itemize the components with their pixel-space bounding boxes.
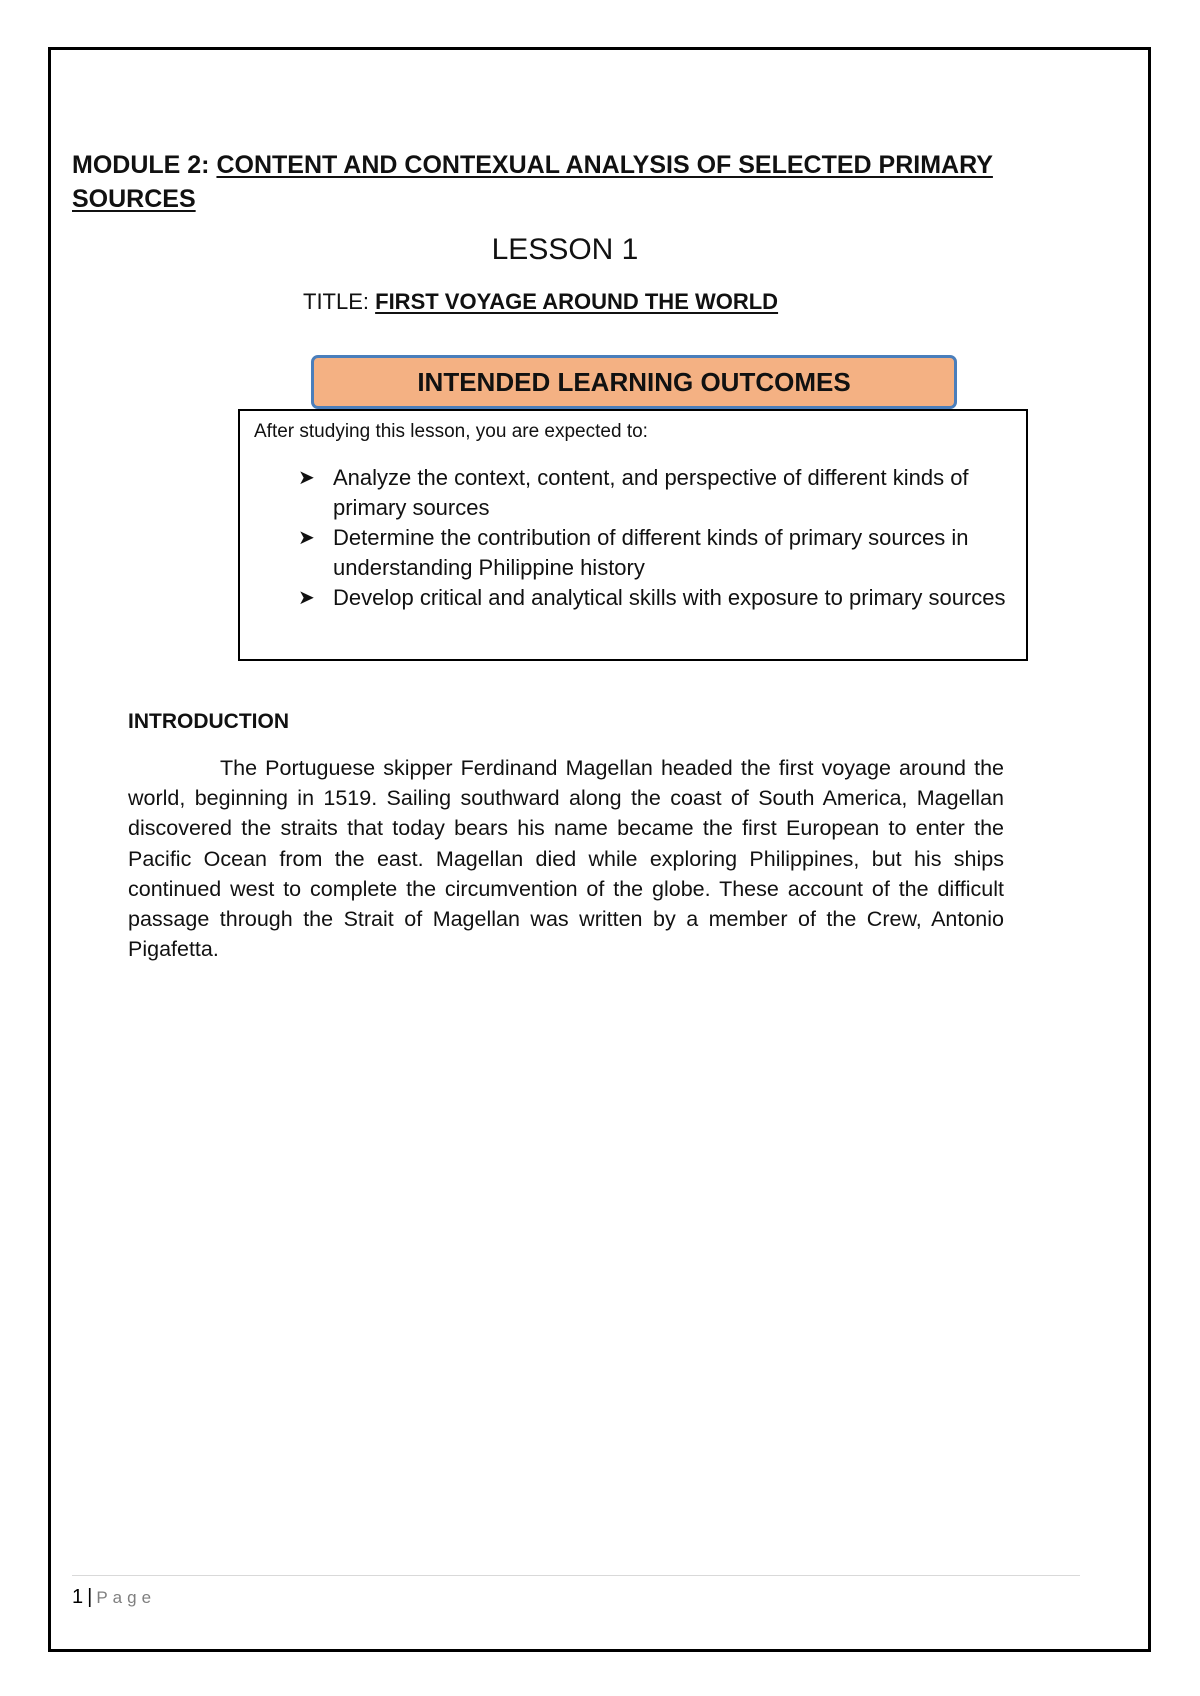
page-footer bbox=[72, 1584, 156, 1611]
module-heading bbox=[72, 148, 1032, 216]
footer-divider bbox=[72, 1575, 1080, 1576]
page-word: Page bbox=[96, 1588, 157, 1607]
footer-separator: | bbox=[87, 1586, 93, 1608]
outcome-text: Determine the contribution of different kinds of primary sources in understanding Philippine history bbox=[333, 525, 969, 580]
outcomes-list bbox=[298, 463, 1012, 613]
module-title: CONTENT AND CONTEXUAL ANALYSIS OF SELECTED PRIMARY SOURCES bbox=[72, 151, 993, 213]
lesson-title-line bbox=[303, 288, 778, 316]
outcomes-heading: INTENDED LEARNING OUTCOMES bbox=[311, 355, 957, 409]
lesson-title: FIRST VOYAGE AROUND THE WORLD bbox=[375, 289, 779, 314]
outcomes-intro: After studying this lesson, you are expected to: bbox=[254, 421, 648, 442]
lesson-label: LESSON 1 bbox=[491, 233, 639, 266]
outcome-text: Develop critical and analytical skills with exposure to primary sources bbox=[333, 585, 1006, 610]
outcome-item bbox=[298, 523, 1012, 583]
arrow-bullet-icon: ➤ bbox=[298, 527, 315, 549]
lesson-title-prefix: TITLE: bbox=[303, 289, 376, 314]
outcomes-box bbox=[238, 409, 1028, 661]
module-prefix: MODULE 2: bbox=[72, 151, 217, 179]
outcome-item bbox=[298, 463, 1012, 523]
outcome-item bbox=[298, 583, 1012, 613]
outcome-text: Analyze the context, content, and perspective of different kinds of primary sources bbox=[333, 465, 969, 520]
introduction-body: The Portuguese skipper Ferdinand Magellan headed the first voyage around the world, beginning in 1519. Sailing southward along the coast of South America, Magellan discovered the straits that today bears his name became the first European to enter the Pacific Ocean from the east. Magellan died while exploring Philippines, but his ships continued west to complete the circumvention of the globe. These account of the difficult passage through the Strait of Magellan was written by a member of the Crew, Antonio Pigafetta. bbox=[128, 756, 1004, 962]
arrow-bullet-icon: ➤ bbox=[298, 467, 315, 489]
arrow-bullet-icon: ➤ bbox=[298, 587, 315, 609]
page-number: 1 bbox=[72, 1586, 84, 1608]
introduction-heading: INTRODUCTION bbox=[128, 710, 289, 733]
